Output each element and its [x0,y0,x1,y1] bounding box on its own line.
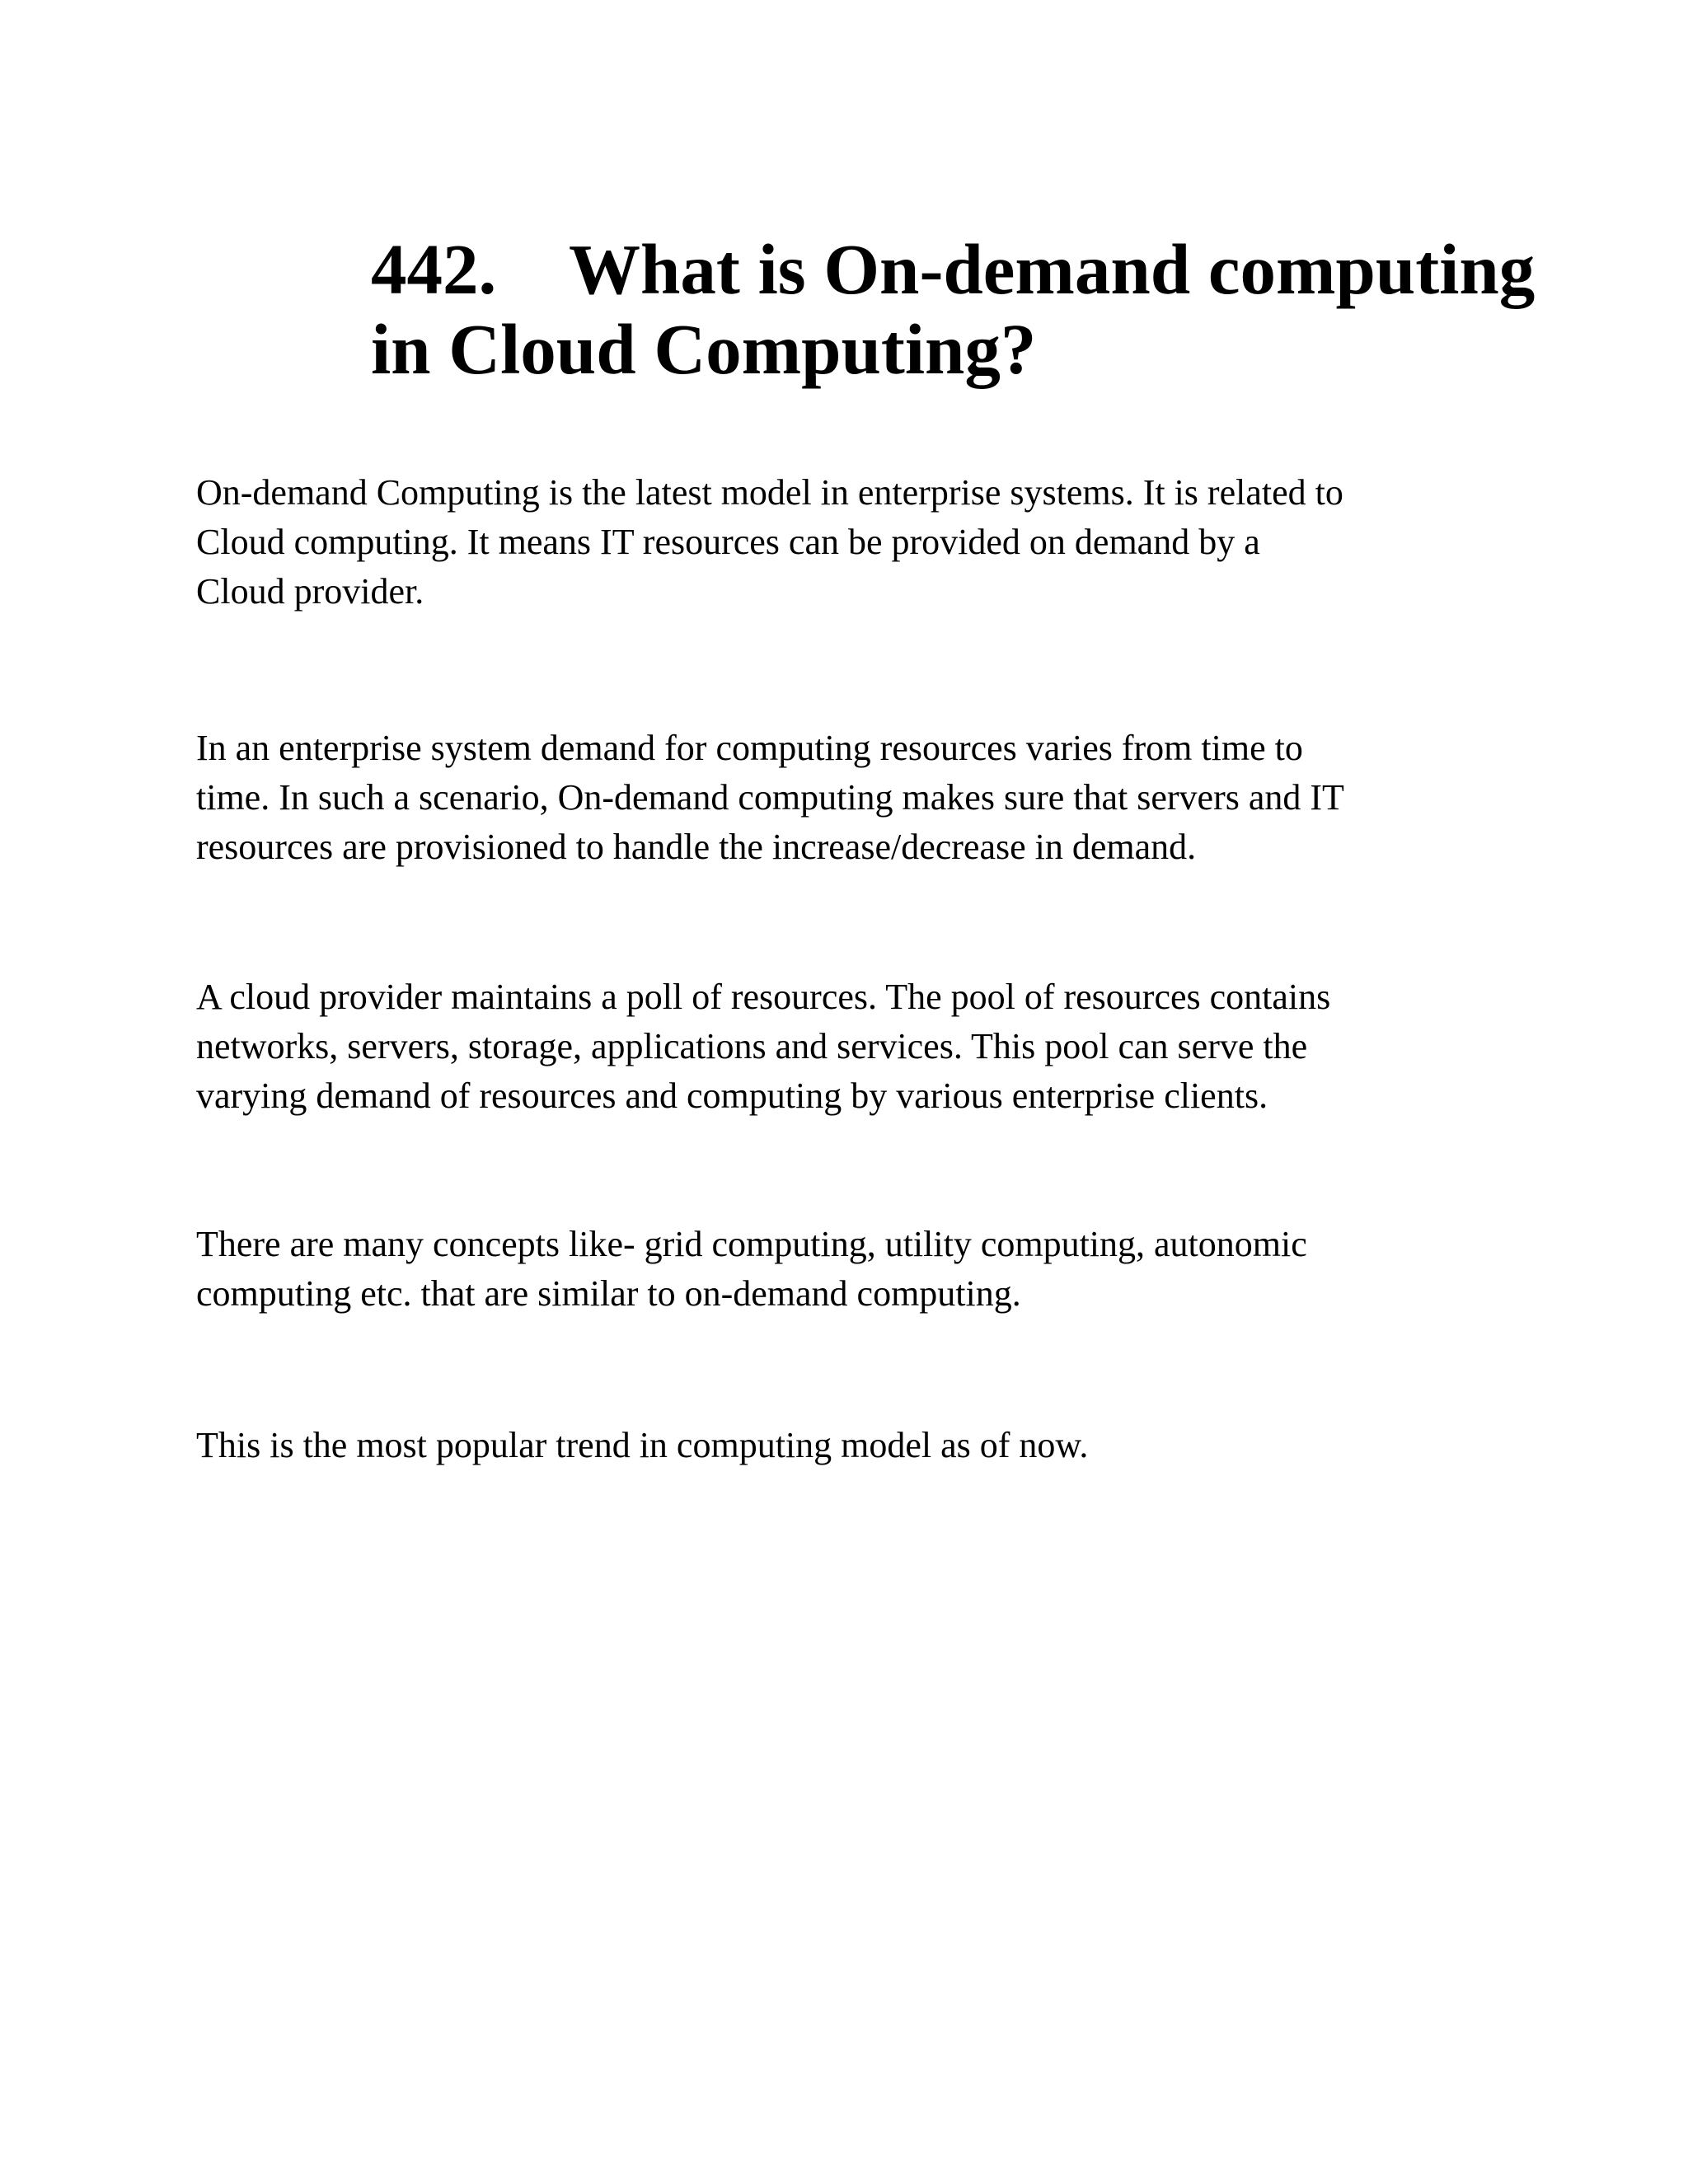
paragraph-related-concepts: There are many concepts like- grid computing, utility computing, autonomic computing etc. that are similar to on-demand computing. [196,1224,1307,1314]
question-title-line-2: in Cloud Computing? [371,309,1037,389]
paragraph-trend: This is the most popular trend in computing model as of now. [196,1425,1089,1465]
question-title-line-1: What is On-demand computing [569,229,1536,309]
paragraph-definition: On-demand Computing is the latest model in enterprise systems. It is related to Cloud computing. It means IT resources can be provided on demand by a Cloud provider. [196,472,1343,612]
paragraph-enterprise-demand: In an enterprise system demand for computing resources varies from time to time. In such a scenario, On-demand computing makes sure that servers and IT resources are provisioned to handle the increase/decrease in demand. [196,728,1344,867]
question-heading [371,229,1591,389]
question-number: 442. [371,229,497,309]
paragraph-resource-pool: A cloud provider maintains a poll of resources. The pool of resources contains networks, servers, storage, applications and services. This pool can serve the varying demand of resources and computing by various enterprise clients. [196,977,1331,1116]
